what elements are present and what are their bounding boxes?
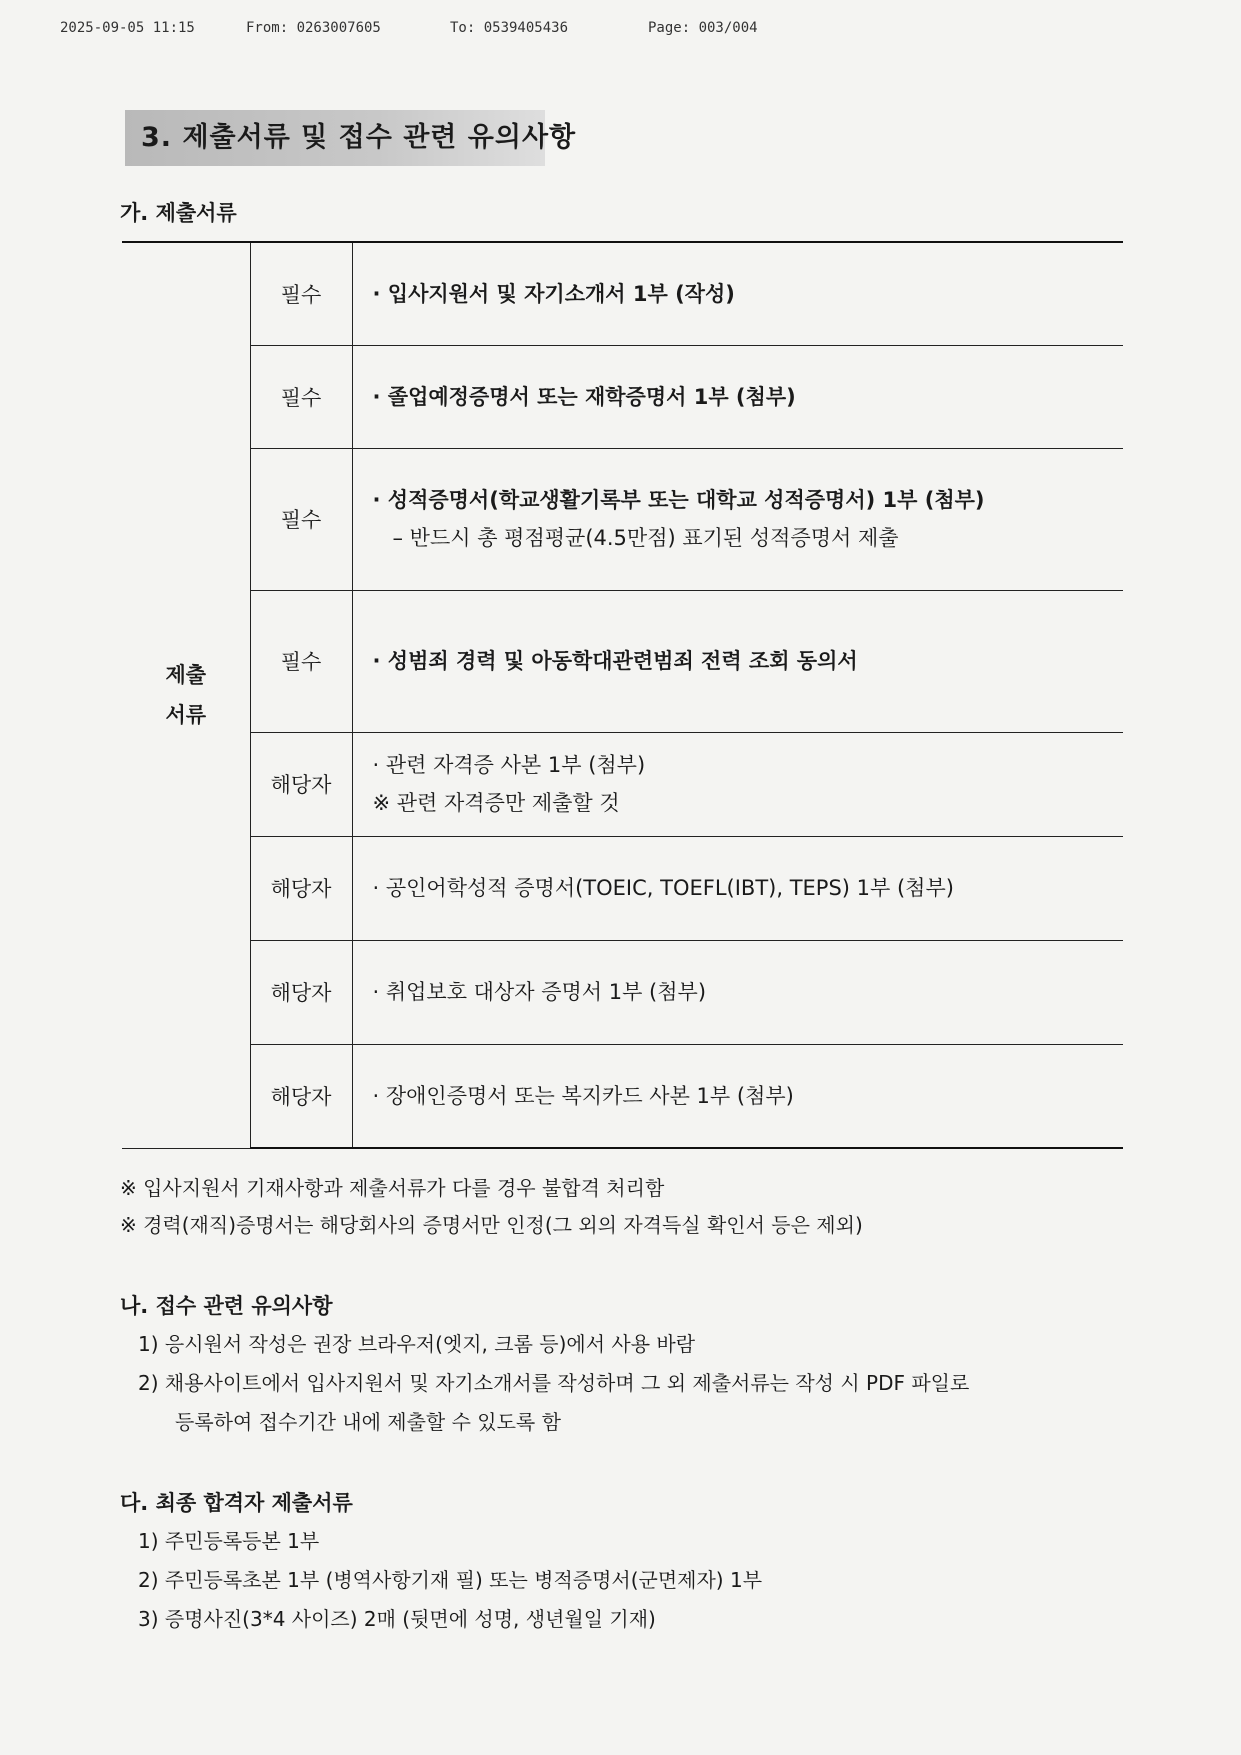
document-subline: – 반드시 총 평점평균(4.5만점) 표기된 성적증명서 제출 bbox=[392, 526, 899, 550]
category-cell bbox=[122, 242, 250, 1148]
document-description bbox=[352, 732, 1123, 836]
table-row bbox=[122, 940, 1123, 1044]
requirement-label: 필수 bbox=[250, 590, 352, 732]
document-description bbox=[352, 590, 1123, 732]
category-label-line1: 제출 bbox=[165, 663, 207, 688]
table-row bbox=[122, 1044, 1123, 1148]
requirement-label: 필수 bbox=[250, 345, 352, 448]
document-description bbox=[352, 1044, 1123, 1148]
document-line: · 관련 자격증 사본 1부 (첨부) bbox=[372, 753, 646, 777]
table-row bbox=[122, 448, 1123, 590]
requirement-label: 필수 bbox=[250, 242, 352, 345]
category-label-line2: 서류 bbox=[165, 703, 207, 728]
document-line: · 장애인증명서 또는 복지카드 사본 1부 (첨부) bbox=[372, 1083, 794, 1108]
note-career-certificate: ※ 경력(재직)증명서는 해당회사의 증명서만 인정(그 외의 자격득실 확인서 등은 제외) bbox=[120, 1213, 863, 1237]
document-line: · 성적증명서(학교생활기록부 또는 대학교 성적증명서) 1부 (첨부) bbox=[372, 488, 985, 512]
document-description bbox=[352, 345, 1123, 448]
document-line: · 입사지원서 및 자기소개서 1부 (작성) bbox=[372, 281, 735, 306]
list-item: 3) 증명사진(3*4 사이즈) 2매 (뒷면에 성명, 생년월일 기재) bbox=[138, 1607, 656, 1631]
requirement-label: 해당자 bbox=[250, 940, 352, 1044]
list-item: 1) 응시원서 작성은 권장 브라우저(엣지, 크롬 등)에서 사용 바람 bbox=[138, 1332, 696, 1356]
table-row bbox=[122, 345, 1123, 448]
subsection-title-reception: 나. 접수 관련 유의사항 bbox=[120, 1294, 333, 1318]
fax-from: From: 0263007605 bbox=[246, 20, 381, 36]
list-item: 2) 채용사이트에서 입사지원서 및 자기소개서를 작성하며 그 외 제출서류는 작성 시 PDF 파일로 bbox=[138, 1371, 970, 1395]
documents-table bbox=[122, 241, 1123, 1149]
document-description bbox=[352, 242, 1123, 345]
requirement-label: 해당자 bbox=[250, 836, 352, 940]
document-description bbox=[352, 448, 1123, 590]
document-line: · 공인어학성적 증명서(TOEIC, TOEFL(IBT), TEPS) 1부 (첨부) bbox=[372, 876, 954, 900]
document-line: · 졸업예정증명서 또는 재학증명서 1부 (첨부) bbox=[372, 384, 796, 409]
table-row bbox=[122, 590, 1123, 732]
document-description bbox=[352, 836, 1123, 940]
fax-page-number: Page: 003/004 bbox=[648, 20, 758, 36]
fax-datetime: 2025-09-05 11:15 bbox=[60, 20, 195, 36]
document-line: · 취업보호 대상자 증명서 1부 (첨부) bbox=[372, 980, 707, 1004]
section-title: 3. 제출서류 및 접수 관련 유의사항 bbox=[125, 110, 545, 166]
document-note: ※ 관련 자격증만 제출할 것 bbox=[372, 791, 620, 815]
requirement-label: 해당자 bbox=[250, 1044, 352, 1148]
document-description bbox=[352, 940, 1123, 1044]
table-row bbox=[122, 242, 1123, 345]
fax-header bbox=[0, 20, 1241, 40]
note-mismatch: ※ 입사지원서 기재사항과 제출서류가 다를 경우 불합격 처리함 bbox=[120, 1176, 665, 1200]
list-item: 2) 주민등록초본 1부 (병역사항기재 필) 또는 병적증명서(군면제자) 1부 bbox=[138, 1568, 763, 1592]
subsection-title-documents: 가. 제출서류 bbox=[120, 201, 237, 225]
document-line: · 성범죄 경력 및 아동학대관련범죄 전력 조회 동의서 bbox=[372, 649, 858, 673]
list-item-continuation: 등록하여 접수기간 내에 제출할 수 있도록 함 bbox=[175, 1410, 561, 1434]
requirement-label: 필수 bbox=[250, 448, 352, 590]
fax-to: To: 0539405436 bbox=[450, 20, 569, 36]
table-row bbox=[122, 836, 1123, 940]
table-row bbox=[122, 732, 1123, 836]
list-item: 1) 주민등록등본 1부 bbox=[138, 1529, 320, 1553]
requirement-label: 해당자 bbox=[250, 732, 352, 836]
subsection-title-final-documents: 다. 최종 합격자 제출서류 bbox=[120, 1491, 353, 1515]
